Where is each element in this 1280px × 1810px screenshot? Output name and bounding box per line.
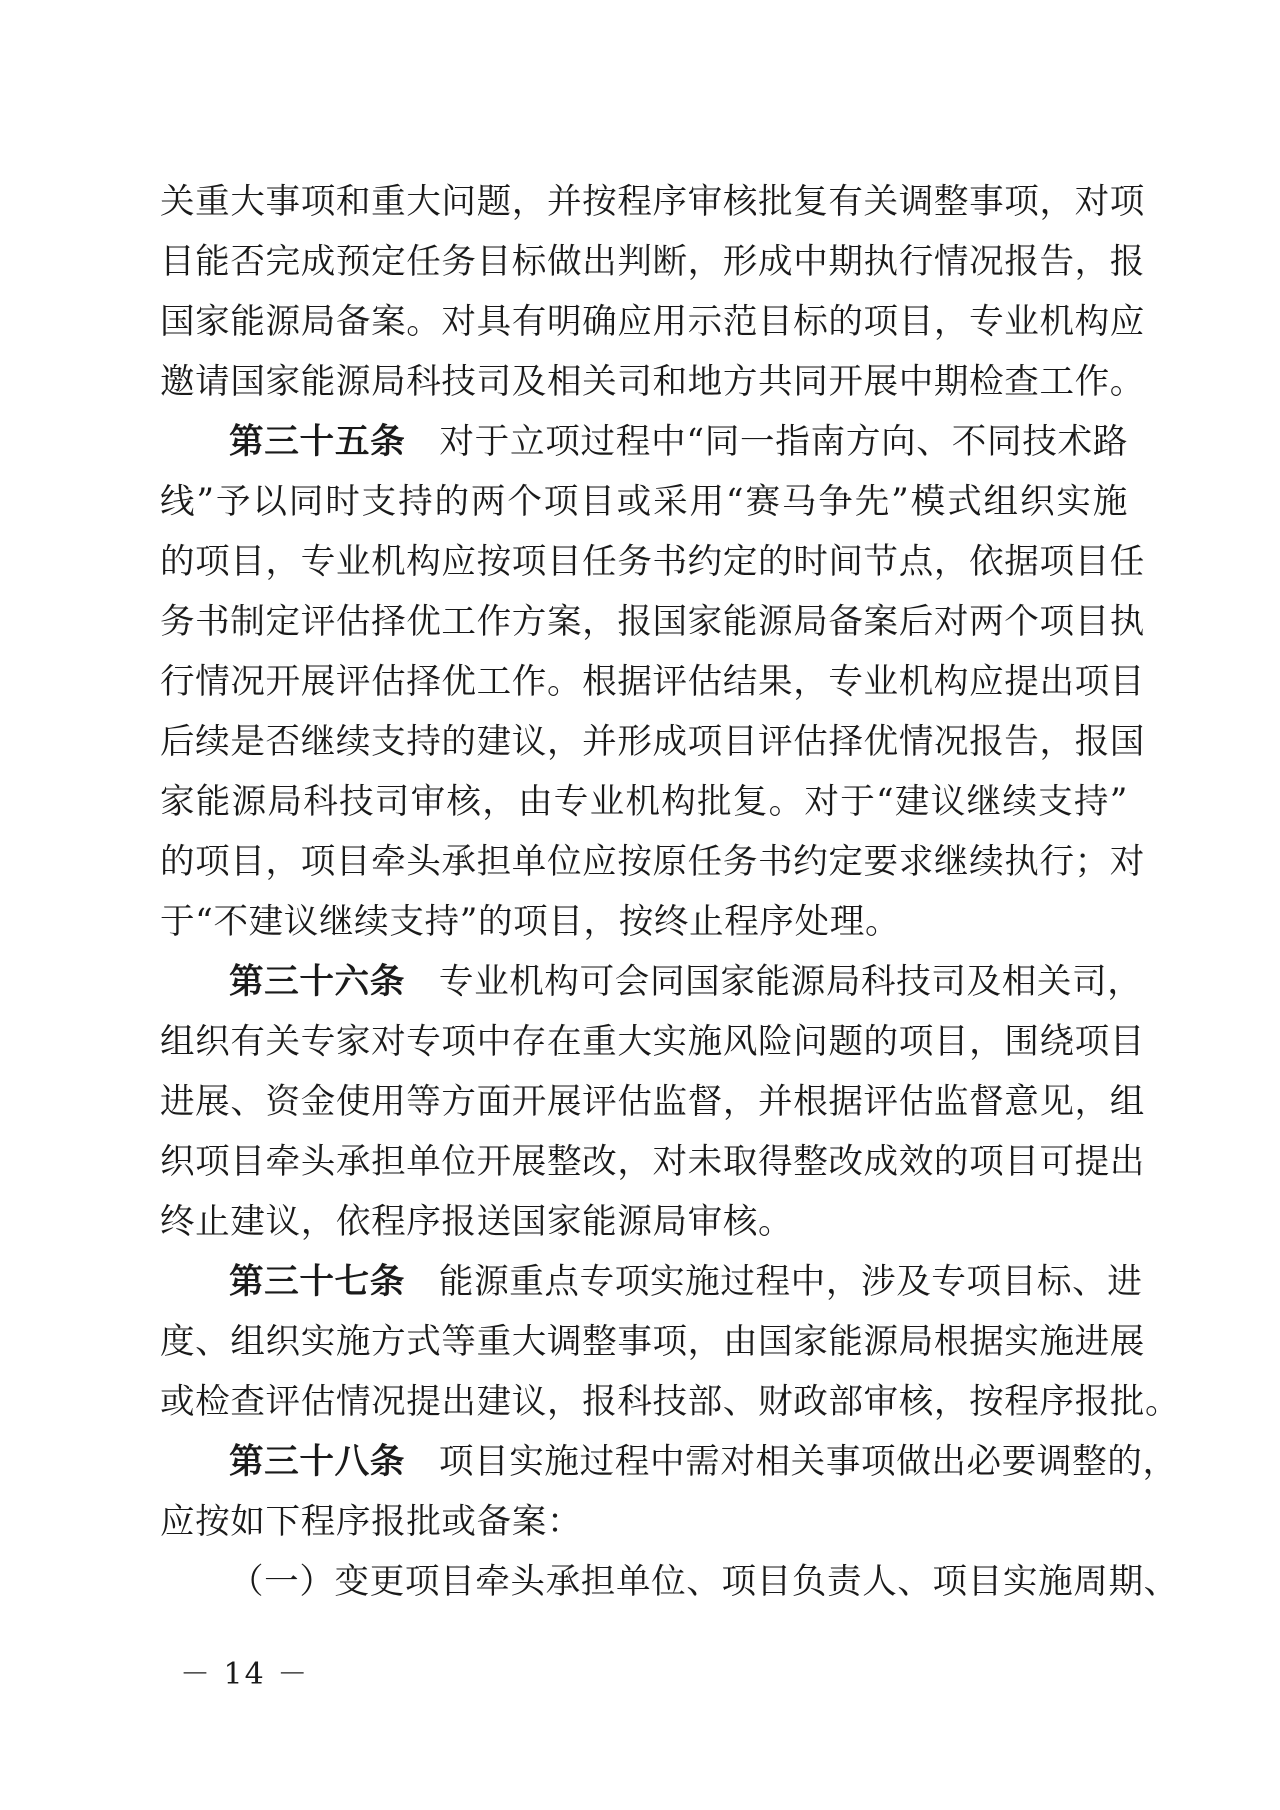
text-line: 国家能源局备案。对具有明确应用示范目标的项目，专业机构应 xyxy=(160,302,1145,342)
text-line: 度、组织实施方式等重大调整事项，由国家能源局根据实施进展 xyxy=(160,1322,1145,1362)
text-line: 终止建议，依程序报送国家能源局审核。 xyxy=(160,1202,794,1242)
text-line: 行情况开展评估择优工作。根据评估结果，专业机构应提出项目 xyxy=(160,662,1145,702)
text-line: 应按如下程序报批或备案： xyxy=(160,1502,583,1542)
document-body xyxy=(160,172,1181,1612)
paragraph-continuation xyxy=(160,172,1145,412)
article-label: 第三十五条 xyxy=(229,422,406,462)
text-line: 线”予以同时支持的两个项目或采用“赛马争先”模式组织实施 xyxy=(160,482,1128,522)
article-36 xyxy=(160,952,1145,1252)
text-line: 专业机构可会同国家能源局科技司及相关司， xyxy=(438,962,1143,1002)
text-line: 目能否完成预定任务目标做出判断，形成中期执行情况报告，报 xyxy=(160,242,1145,282)
page-number: － 14 － xyxy=(180,1657,310,1692)
text-line: 家能源局科技司审核，由专业机构批复。对于“建议继续支持” xyxy=(160,782,1128,822)
text-line: 务书制定评估择优工作方案，报国家能源局备案后对两个项目执 xyxy=(160,602,1145,642)
text-line: 能源重点专项实施过程中，涉及专项目标、进 xyxy=(438,1262,1143,1302)
text-line: 后续是否继续支持的建议，并形成项目评估择优情况报告，报国 xyxy=(160,722,1145,762)
article-first-line xyxy=(160,952,1143,1012)
article-35 xyxy=(160,412,1145,952)
article-first-line xyxy=(160,412,1128,472)
article-label: 第三十七条 xyxy=(229,1262,405,1302)
text-line: 的项目，专业机构应按项目任务书约定的时间节点，依据项目任 xyxy=(160,542,1145,582)
text-line: 于“不建议继续支持”的项目，按终止程序处理。 xyxy=(160,902,901,942)
article-label: 第三十六条 xyxy=(229,962,405,1002)
article-37 xyxy=(160,1252,1181,1432)
text-line: 的项目，项目牵头承担单位应按原任务书约定要求继续执行；对 xyxy=(160,842,1145,882)
text-line: 邀请国家能源局科技司及相关司和地方共同开展中期检查工作。 xyxy=(160,362,1145,402)
text-line: 或检查评估情况提出建议，报科技部、财政部审核，按程序报批。 xyxy=(160,1382,1181,1422)
article-first-line xyxy=(160,1432,1178,1492)
text-line: 项目实施过程中需对相关事项做出必要调整的， xyxy=(438,1442,1178,1482)
article-label: 第三十八条 xyxy=(229,1442,405,1482)
text-line: 对于立项过程中“同一指南方向、不同技术路 xyxy=(439,422,1128,462)
text-line: 织项目牵头承担单位开展整改，对未取得整改成效的项目可提出 xyxy=(160,1142,1145,1182)
article-first-line xyxy=(160,1252,1143,1312)
text-line: 关重大事项和重大问题，并按程序审核批复有关调整事项，对项 xyxy=(160,182,1145,222)
text-line: 进展、资金使用等方面开展评估监督，并根据评估监督意见，组 xyxy=(160,1082,1145,1122)
text-line: 组织有关专家对专项中存在重大实施风险问题的项目，围绕项目 xyxy=(160,1022,1145,1062)
article-38 xyxy=(160,1432,1178,1552)
list-item-one: （一）变更项目牵头承担单位、项目负责人、项目实施周期、 xyxy=(229,1562,1179,1602)
